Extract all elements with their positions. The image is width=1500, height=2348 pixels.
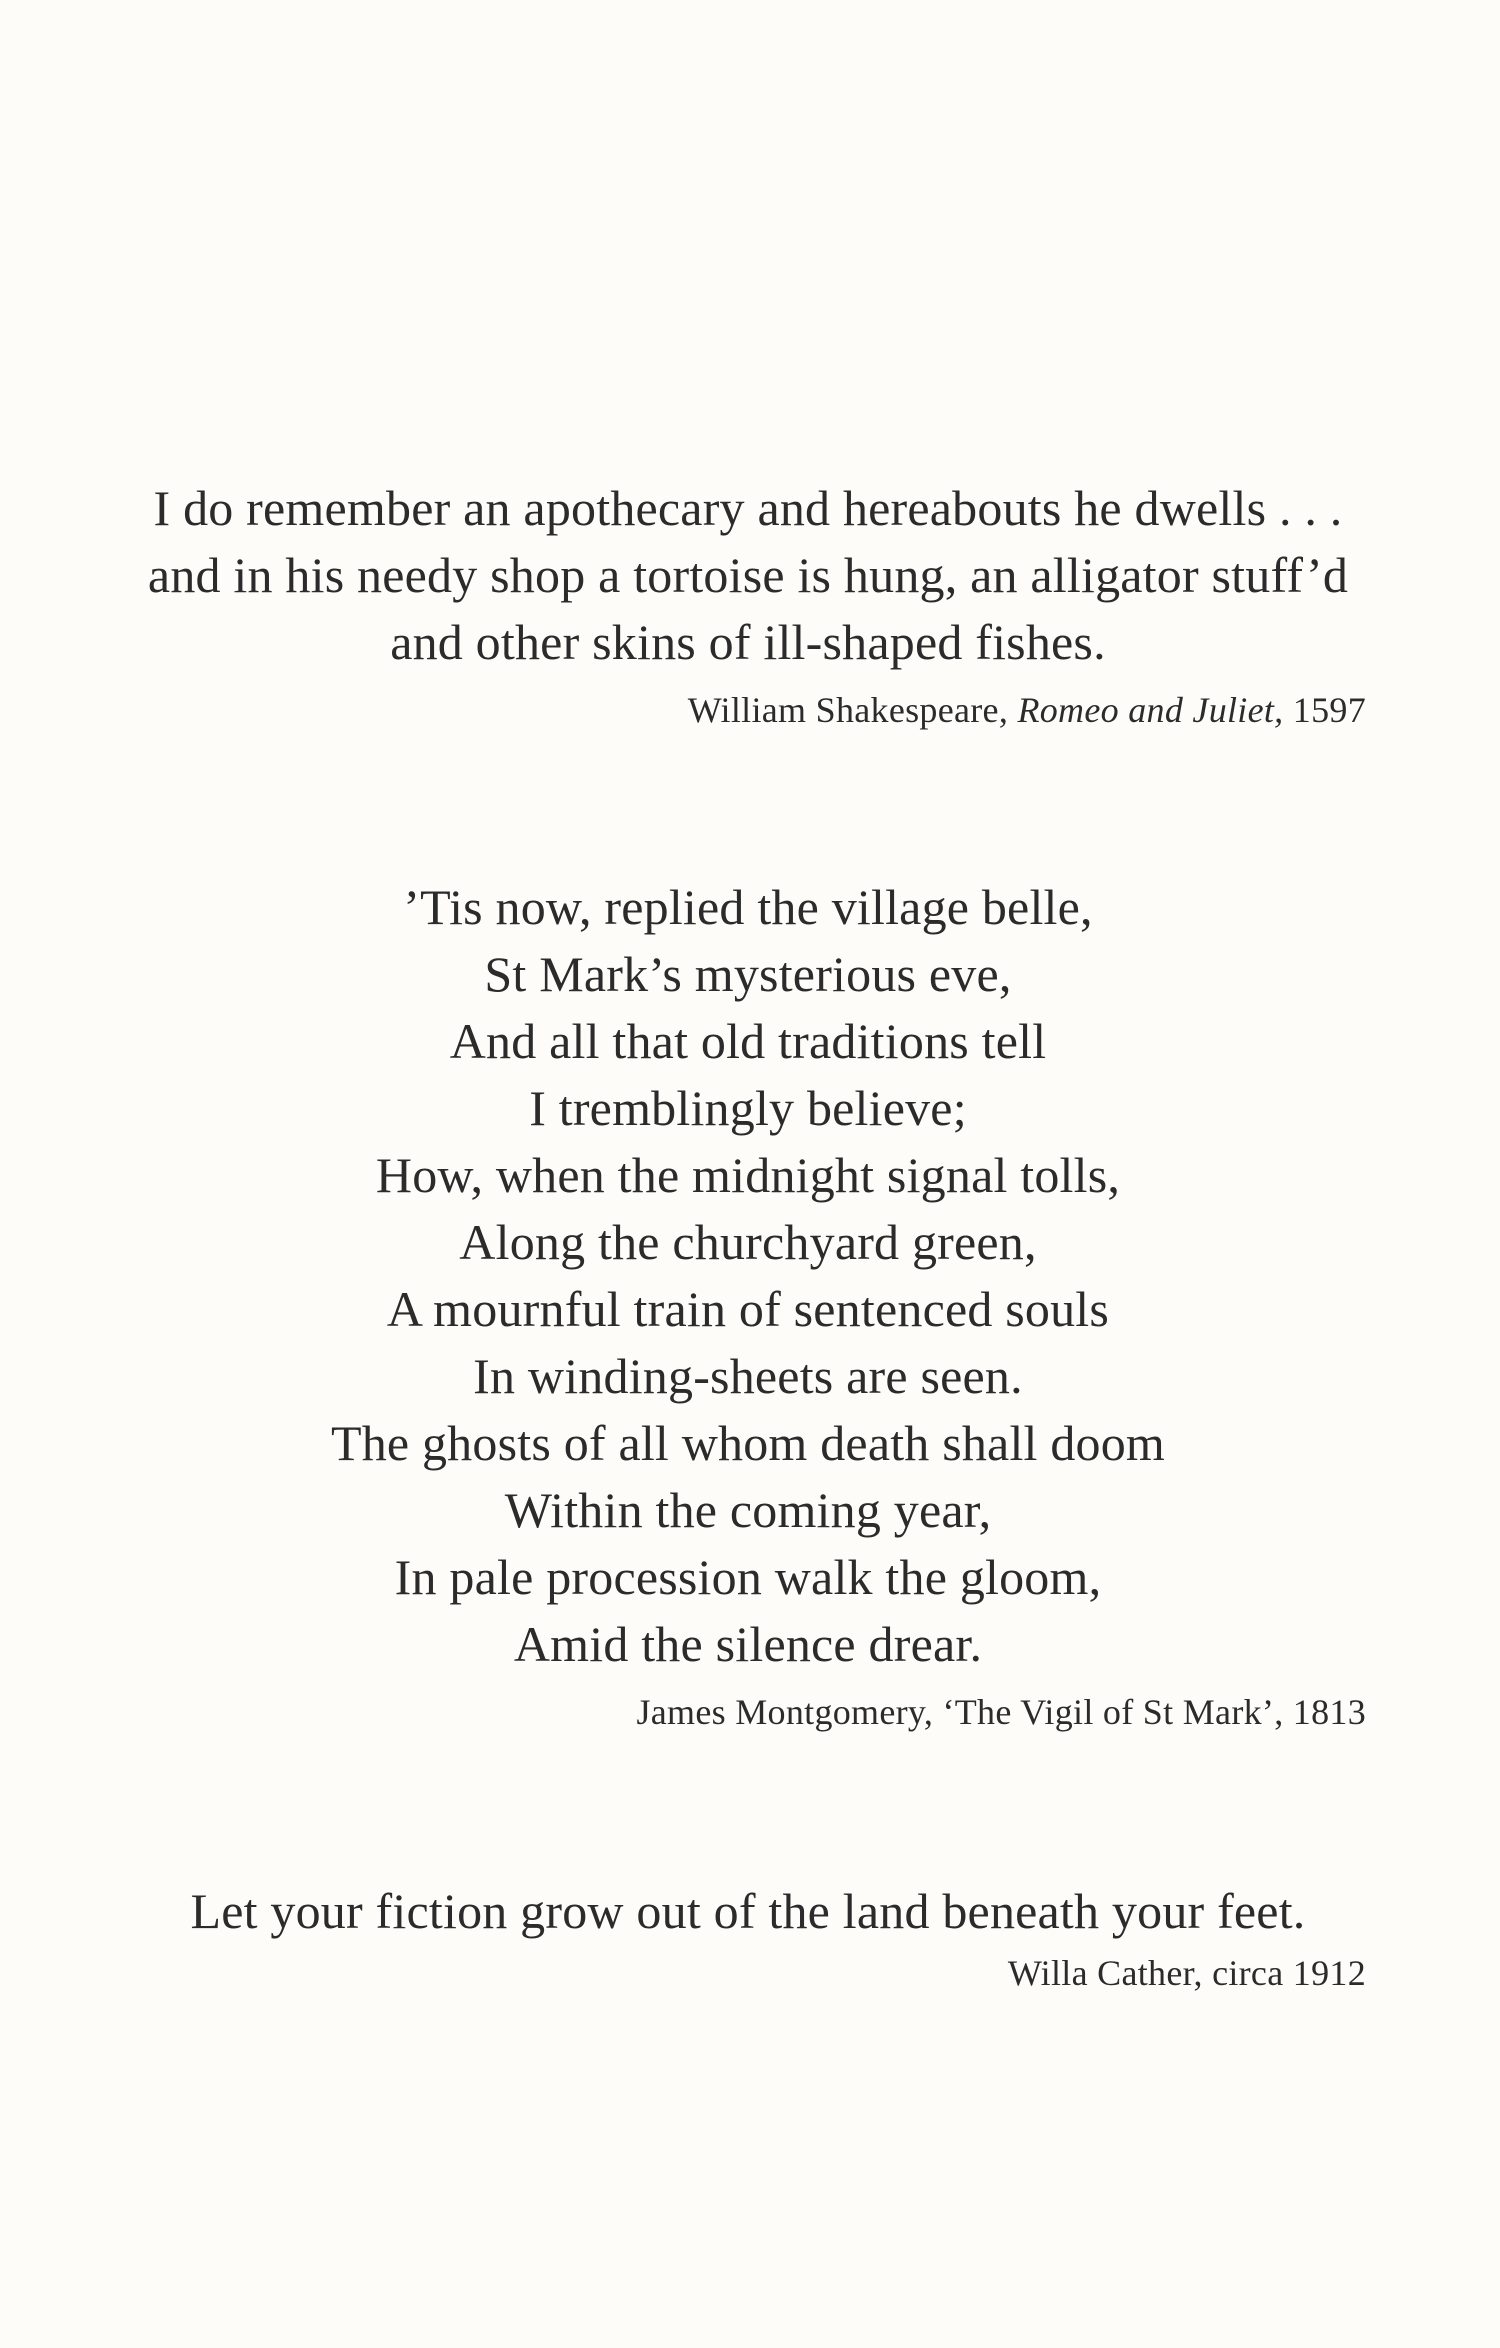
epigraph-line: and in his needy shop a tortoise is hung, an alligator stuff’d [147, 547, 1349, 603]
epigraph-shakespeare [130, 475, 1366, 732]
attribution-year: 1597 [1292, 690, 1366, 730]
poem-line: ’Tis now, replied the village belle, [403, 879, 1093, 935]
poem-line: In pale procession walk the gloom, [394, 1549, 1102, 1605]
poem-line: Within the coming year, [504, 1482, 992, 1538]
epigraph-text [130, 475, 1366, 676]
epigraph-line: Let your fiction grow out of the land beneath your feet. [190, 1883, 1306, 1939]
poem-line: The ghosts of all whom death shall doom [330, 1415, 1166, 1471]
epigraph-text [130, 1878, 1366, 1945]
epigraph-attribution: Willa Cather, circa 1912 [1007, 1953, 1366, 1993]
epigraph-attribution: James Montgomery, ‘The Vigil of St Mark’, 1813 [636, 1692, 1366, 1732]
poem-line: Amid the silence drear. [513, 1616, 983, 1672]
poem-line: And all that old traditions tell [449, 1013, 1047, 1069]
epigraph-attribution [130, 688, 1366, 732]
attribution-work: Romeo and Juliet, [1017, 690, 1284, 730]
poem-line: I tremblingly believe; [529, 1080, 967, 1136]
epigraph-text [130, 874, 1366, 1678]
epigraph-line: I do remember an apothecary and hereabouts he dwells . . . [153, 480, 1343, 536]
poem-line: St Mark’s mysterious eve, [484, 946, 1012, 1002]
epigraph-montgomery [130, 874, 1366, 1734]
attribution-author: William Shakespeare, [687, 690, 1009, 730]
poem-line: Along the churchyard green, [459, 1214, 1037, 1270]
poem-line: In winding-sheets are seen. [473, 1348, 1023, 1404]
epigraph-line: and other skins of ill-shaped fishes. [390, 614, 1106, 670]
poem-line: How, when the midnight signal tolls, [375, 1147, 1121, 1203]
poem-line: A mournful train of sentenced souls [386, 1281, 1110, 1337]
epigraph-cather [130, 1878, 1366, 1995]
